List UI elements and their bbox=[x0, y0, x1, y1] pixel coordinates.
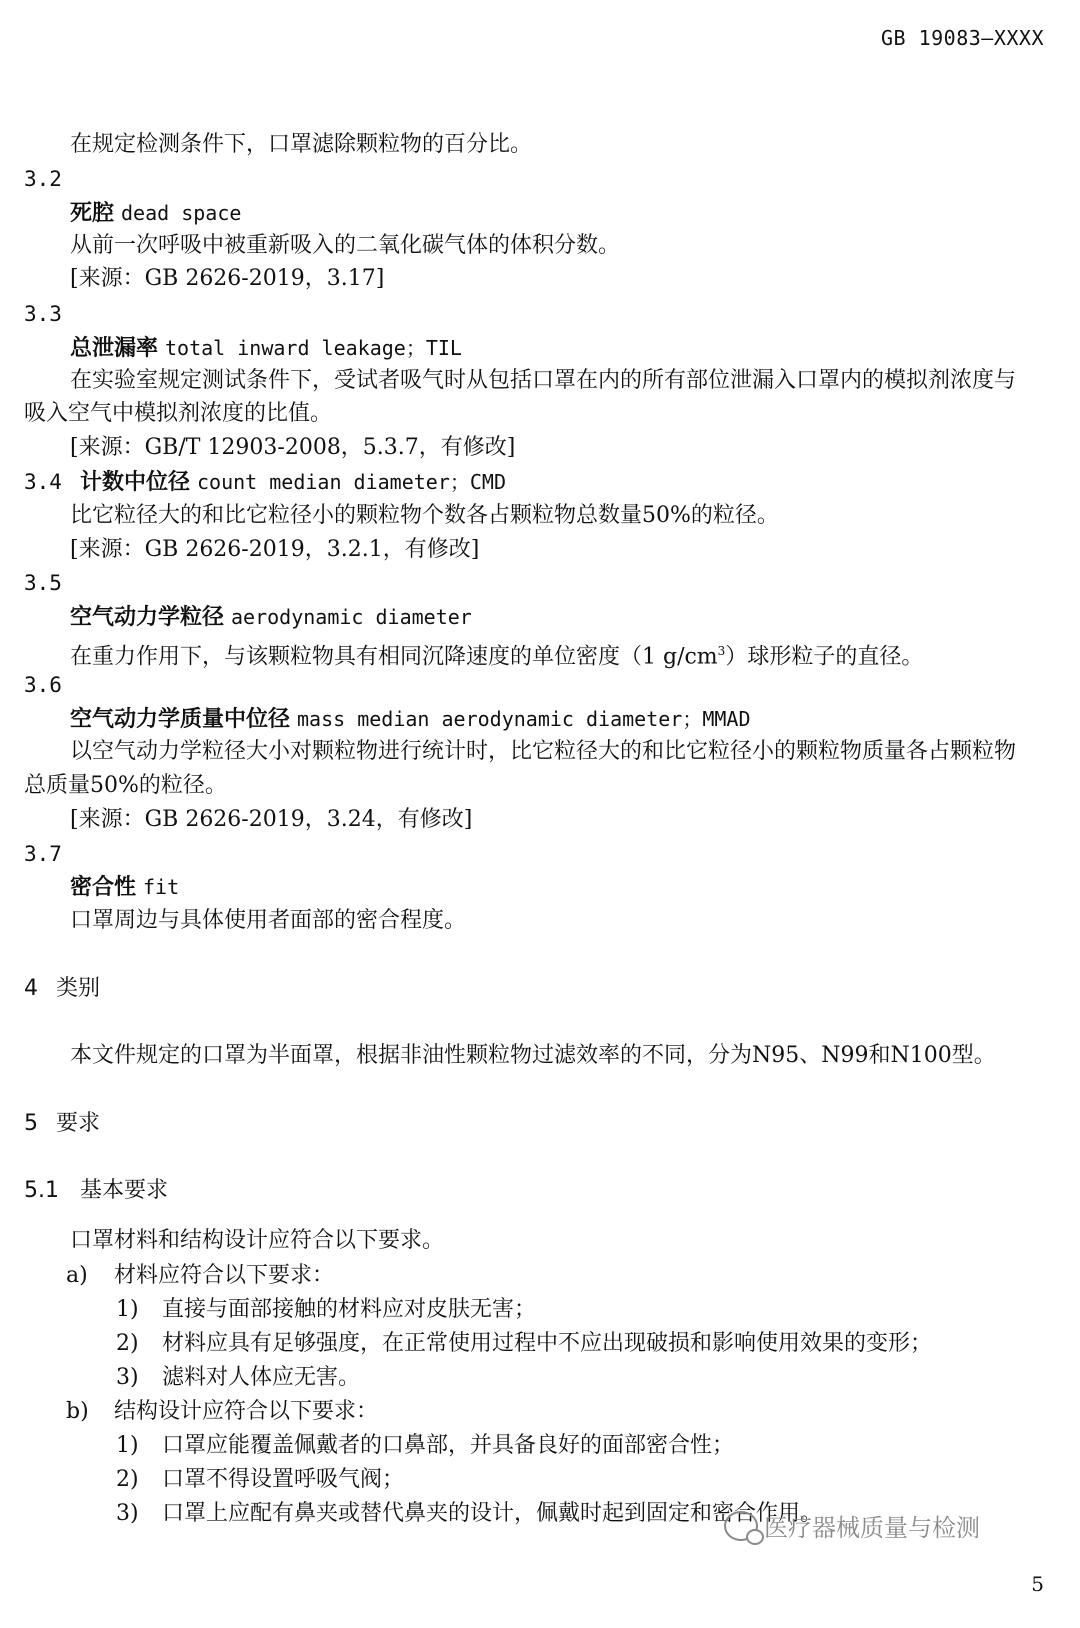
definition: 在实验室规定测试条件下，受试者吸气时从包括口罩在内的所有部位泄漏入口罩内的模拟剂浓度与 bbox=[70, 368, 1017, 393]
wechat-icon bbox=[724, 1511, 758, 1541]
term-heading bbox=[70, 704, 751, 735]
definition: 从前一次呼吸中被重新吸入的二氧化碳气体的体积分数。 bbox=[70, 233, 621, 258]
definition-continued: 总质量50%的粒径。 bbox=[24, 773, 227, 798]
term-heading bbox=[24, 467, 506, 498]
superscript: 3 bbox=[717, 644, 726, 658]
list-label: 2) bbox=[116, 1331, 139, 1356]
definition: 以空气动力学粒径大小对颗粒物进行统计时，比它粒径大的和比它粒径小的颗粒物质量各占颗粒物 bbox=[70, 739, 1017, 764]
definition-text: 在重力作用下，与该颗粒物具有相同沉降速度的单位密度（1 g/cm bbox=[70, 644, 718, 670]
watermark-text: 医疗器械质量与检测 bbox=[764, 1514, 980, 1542]
term-english: fit bbox=[143, 875, 180, 899]
list-item bbox=[116, 1465, 404, 1495]
term-chinese: 死腔 bbox=[70, 201, 115, 226]
list-label: b) bbox=[66, 1399, 89, 1424]
subsection-number: 5.1 bbox=[24, 1178, 59, 1203]
subsection-heading bbox=[24, 1176, 168, 1206]
term-heading bbox=[70, 198, 241, 229]
term-chinese: 密合性 bbox=[70, 875, 137, 900]
definition bbox=[70, 636, 923, 672]
definition: 比它粒径大的和比它粒径小的颗粒物个数各占颗粒物总数量50%的粒径。 bbox=[70, 503, 779, 528]
definition-continued: 吸入空气中模拟剂浓度的比值。 bbox=[24, 401, 333, 426]
page-number: 5 bbox=[1031, 1572, 1044, 1596]
list-item bbox=[116, 1363, 360, 1393]
list-label: a) bbox=[66, 1263, 88, 1288]
term-chinese: 空气动力学质量中位径 bbox=[70, 707, 291, 732]
list-item bbox=[66, 1397, 378, 1427]
paragraph: 本文件规定的口罩为半面罩，根据非油性颗粒物过滤效率的不同，分为N95、N99和N100型。 bbox=[70, 1043, 996, 1068]
term-heading bbox=[70, 333, 462, 364]
term-chinese: 总泄漏率 bbox=[70, 336, 159, 361]
section-title: 要求 bbox=[56, 1111, 101, 1136]
list-text: 口罩不得设置呼吸气阀； bbox=[162, 1467, 405, 1492]
list-label: 2) bbox=[116, 1467, 139, 1492]
section-heading bbox=[24, 1109, 100, 1139]
paragraph: 在规定检测条件下，口罩滤除颗粒物的百分比。 bbox=[70, 132, 533, 157]
list-text: 直接与面部接触的材料应对皮肤无害； bbox=[162, 1297, 537, 1322]
term-heading bbox=[70, 602, 472, 633]
paragraph: 口罩材料和结构设计应符合以下要求。 bbox=[70, 1228, 445, 1253]
list-label: 3) bbox=[116, 1501, 139, 1526]
subsection-title: 基本要求 bbox=[80, 1178, 169, 1203]
list-item bbox=[116, 1295, 536, 1325]
list-text: 滤料对人体应无害。 bbox=[162, 1365, 361, 1390]
list-label: 1) bbox=[116, 1433, 139, 1458]
list-item bbox=[116, 1499, 822, 1529]
section-title: 类别 bbox=[56, 976, 101, 1001]
definition-text: ）球形粒子的直径。 bbox=[725, 644, 924, 670]
document-id: GB 19083—XXXX bbox=[880, 26, 1044, 50]
source-note: [来源：GB 2626-2019，3.17] bbox=[70, 266, 385, 291]
list-text: 材料应具有足够强度，在正常使用过程中不应出现破损和影响使用效果的变形； bbox=[162, 1331, 933, 1356]
source-note: [来源：GB/T 12903-2008，5.3.7，有修改] bbox=[70, 435, 516, 460]
term-chinese: 计数中位径 bbox=[80, 470, 191, 495]
list-item bbox=[66, 1261, 334, 1291]
term-english: aerodynamic diameter bbox=[231, 605, 472, 629]
clause-number: 3.2 bbox=[24, 167, 62, 191]
section-heading bbox=[24, 974, 100, 1004]
list-text: 口罩上应配有鼻夹或替代鼻夹的设计，佩戴时起到固定和密合作用。 bbox=[162, 1501, 823, 1526]
definition: 口罩周边与具体使用者面部的密合程度。 bbox=[70, 908, 467, 933]
list-label: 3) bbox=[116, 1365, 139, 1390]
term-english: dead space bbox=[121, 201, 242, 225]
source-note: [来源：GB 2626-2019，3.24，有修改] bbox=[70, 807, 473, 832]
clause-number: 3.5 bbox=[24, 571, 62, 595]
source-note: [来源：GB 2626-2019，3.2.1，有修改] bbox=[70, 537, 480, 562]
list-text: 材料应符合以下要求： bbox=[114, 1263, 335, 1288]
list-item bbox=[116, 1431, 734, 1461]
section-number: 5 bbox=[24, 1111, 38, 1136]
clause-number: 3.7 bbox=[24, 842, 62, 866]
watermark bbox=[724, 1508, 980, 1543]
term-chinese: 空气动力学粒径 bbox=[70, 605, 225, 630]
term-heading bbox=[70, 872, 179, 903]
term-english: count median diameter；CMD bbox=[197, 470, 506, 494]
list-item bbox=[116, 1329, 932, 1359]
list-label: 1) bbox=[116, 1297, 139, 1322]
term-english: mass median aerodynamic diameter；MMAD bbox=[297, 707, 751, 731]
clause-number: 3.4 bbox=[24, 470, 62, 494]
clause-number: 3.3 bbox=[24, 302, 62, 326]
list-text: 口罩应能覆盖佩戴者的口鼻部，并具备良好的面部密合性； bbox=[162, 1433, 735, 1458]
list-text: 结构设计应符合以下要求： bbox=[114, 1399, 379, 1424]
clause-number: 3.6 bbox=[24, 673, 62, 697]
term-english: total inward leakage；TIL bbox=[165, 336, 462, 360]
section-number: 4 bbox=[24, 976, 38, 1001]
